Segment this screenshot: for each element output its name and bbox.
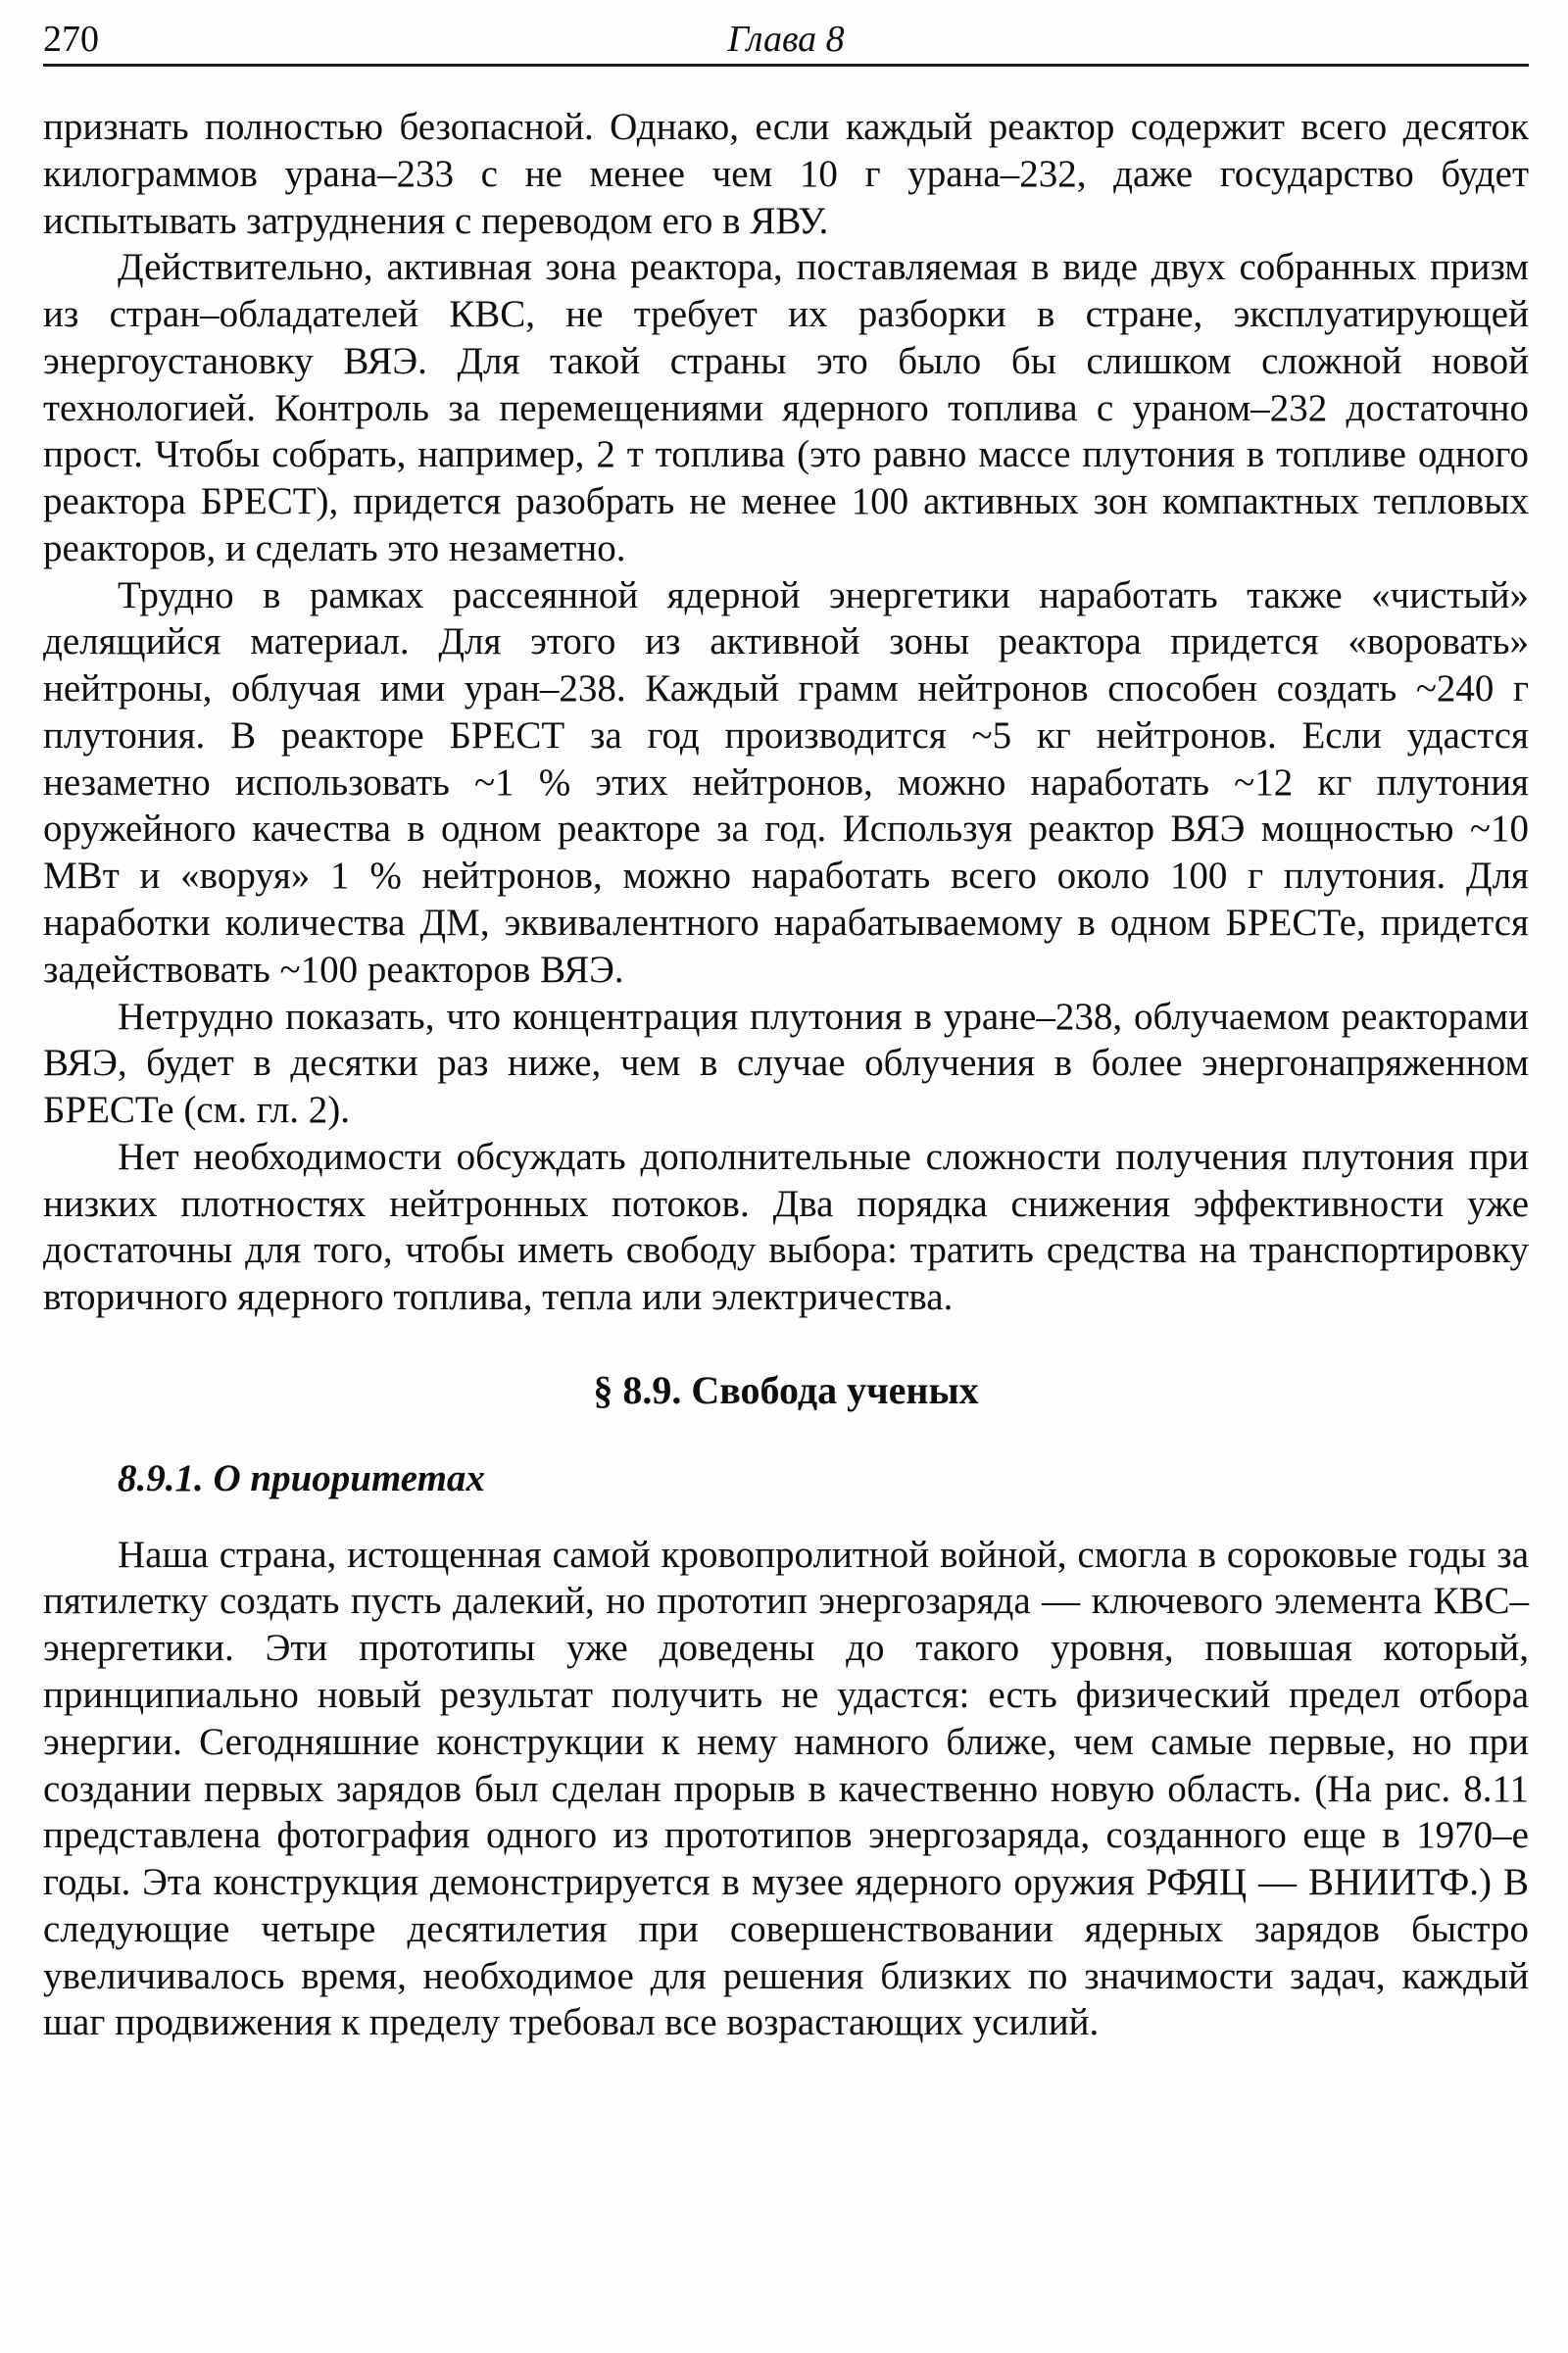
page-body — [43, 104, 1529, 2046]
section-heading: § 8.9. Свобода ученых — [593, 1367, 979, 1412]
paragraph: Трудно в рамках рассеянной ядерной энергетики наработать также «чистый» делящийся материал. Для этого из активной зоны реактора придется «воровать» нейтроны, облучая ими уран–238. Каждый грамм нейтронов способен создать ~240 г плутония. В реакторе БРЕСТ за год производится ~5 кг нейтронов. Если удастся незаметно использовать ~1 % этих нейтронов, можно наработать ~12 кг плутония оружейного качества в одном реакторе за год. Используя реактор ВЯЭ мощностью ~10 МВт и «воруя» 1 % нейтронов, можно наработать всего около 100 г плутония. Для наработки количества ДМ, эквивалентного нарабатываемому в одном БРЕСТе, придется задействовать ~100 реакторов ВЯЭ. — [43, 573, 1529, 991]
subsection-heading: 8.9.1. О приоритетах — [118, 1456, 485, 1499]
paragraph: Действительно, активная зона реактора, поставляемая в виде двух собранных призм из стран–обладателей КВС, не требует их разборки в стране, эксплуатирующей энергоустановку ВЯЭ. Для такой страны это было бы слишком сложной новой технологией. Контроль за перемещениями ядерного топлива с ураном–232 достаточно прост. Чтобы собрать, например, 2 т топлива (это равно массе плутония в топливе одного реактора БРЕСТ), придется разобрать не менее 100 активных зон компактных тепловых реакторов, и сделать это незаметно. — [43, 246, 1529, 569]
page-number: 270 — [43, 19, 99, 60]
paragraph: Нетрудно показать, что концентрация плутония в уране–238, облучаемом реакторами ВЯЭ, будет в десятки раз ниже, чем в случае облучения в более энергонапряженном БРЕСТе (см. гл. 2). — [43, 995, 1529, 1132]
paragraph: признать полностью безопасной. Однако, если каждый реактор содержит всего десяток килограммов урана–233 с не менее чем 10 г урана–232, даже государство будет испытывать затруднения с переводом его в ЯВУ. — [43, 106, 1529, 242]
paragraph: Наша страна, истощенная самой кровопролитной войной, смогла в сороковые годы за пятилетку создать пусть далекий, но прототип энергозаряда — ключевого элемента КВС–энергетики. Эти прототипы уже доведены до такого уровня, повышая который, принципиально новый результат получить не удастся: есть физический предел отбора энергии. Сегодняшние конструкции к нему намного ближе, чем самые первые, но при создании первых зарядов был сделан прорыв в качественно новую область. (На рис. 8.11 представлена фотография одного из прототипов энергозаряда, созданного еще в 1970–е годы. Эта конструкция демонстрируется в музее ядерного оружия РФЯЦ — ВНИИТФ.) В следующие четыре десятилетия при совершенствовании ядерных зарядов быстро увеличивалось время, необходимое для решения близких по значимости задач, каждый шаг продвижения к пределу требовал все возрастающих усилий. — [43, 1533, 1529, 2044]
running-head — [43, 16, 1529, 67]
paragraph: Нет необходимости обсуждать дополнительные сложности получения плутония при низких плотностях нейтронных потоков. Два порядка снижения эффективности уже достаточны для того, чтобы иметь свободу выбора: тратить средства на транспортировку вторичного ядерного топлива, тепла или электричества. — [43, 1135, 1529, 1319]
chapter-title: Глава 8 — [727, 19, 845, 60]
